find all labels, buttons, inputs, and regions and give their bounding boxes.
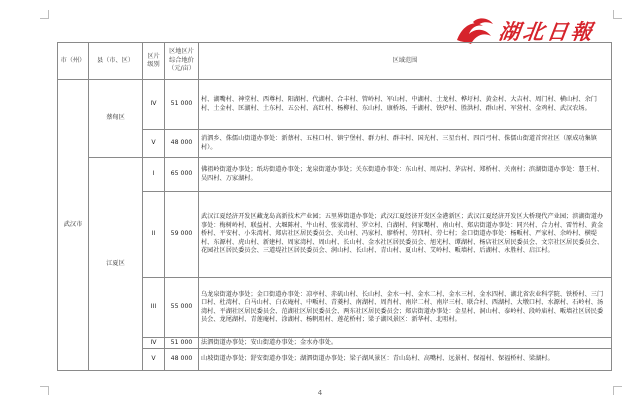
scope-cell: 法泗街道办事处；安山街道办事处；金水办事处。 <box>199 338 612 349</box>
level-cell: V <box>143 349 165 371</box>
table-row <box>58 158 612 192</box>
logo-text: 湖北日報 <box>497 19 597 44</box>
scope-cell: 乌龙泉街道办事处；金口街道办事处：凉亭村、赤矶山村、长山村、金水一村、金水二村、金水三村、金水四村、湖北省农业科学院、铁桥村、三门口村、杜湾村、白马山村、白衣庵村、中畈村、青菱村、南湖村、周肖村、南岸二村、南岸三村、联合村、西湖村、大墩口村、水源村、石岭村、汤湾村、平湖社区居民委员会、范湖社区居民委员会、两东社区居民委员会；郑店街道办事处：金星村、洞山村、泰岭村、段岭庙村、畈墙社区居民委员会、龙尾湖村、青莲庵村、涂湖村、杨帆咀村、莲花桥村；梁子湖风景区：新华村、北咀村。 <box>199 278 612 338</box>
header-level: 区片级别 <box>143 43 165 80</box>
district-cell: 江夏区 <box>89 158 143 371</box>
level-cell: V <box>143 130 165 158</box>
price-cell: 51 000 <box>165 338 199 349</box>
scope-cell: 山坡街道办事处；舒安街道办事处；湖泗街道办事处；梁子湖风景区：青山岛村、高嘴村、远景村、保福村、保福桥村、梁湖村。 <box>199 349 612 371</box>
header-price: 区地区片综合地价（元/亩） <box>165 43 199 80</box>
city-cell: 武汉市 <box>58 80 89 371</box>
land-price-table <box>57 42 612 371</box>
level-cell: I <box>143 158 165 192</box>
level-cell: III <box>143 278 165 338</box>
table-header-row <box>58 43 612 80</box>
page-number: 4 <box>317 389 323 397</box>
scope-cell: 佛祖岭街道办事处；纸坊街道办事处；龙泉街道办事处；关东街道办事处：东山村、周店村、茅店村、郑桥村、关南村；滨湖街道办事处：慧王村、吴四村、万家湖村。 <box>199 158 612 192</box>
price-cell: 59 000 <box>165 192 199 278</box>
header-county: 县（市、区） <box>89 43 143 80</box>
scope-cell: 消泗乡、侏儒山街道办事处：新蔡村、五桂口村、镇宁堡村、群力村、群丰村、国光村、三星台村、四百弓村、侏儒山街道首窖社区（原成功集镇村）。 <box>199 130 612 158</box>
level-cell: II <box>143 192 165 278</box>
price-cell: 48 000 <box>165 130 199 158</box>
level-cell: IV <box>143 80 165 130</box>
header-city: 市（州） <box>58 43 89 80</box>
price-cell: 51 000 <box>165 80 199 130</box>
price-cell: 55 000 <box>165 278 199 338</box>
crop-mark-top-left <box>40 10 49 19</box>
price-cell: 65 000 <box>165 158 199 192</box>
level-cell: IV <box>143 338 165 349</box>
header-scope: 区域范围 <box>199 43 612 80</box>
table-row <box>58 80 612 130</box>
scope-cell: 武汉江夏经济开发区藏龙岛高新技术产业园；五里界街道办事处；武汉江夏经济开发区金港新区；武汉江夏经济开发区大桥现代产业园；滨湖街道办事处：梅树岭村、联益村、大堰陈村、牛山村、张家湾村、罗立村、白湖村、何家嘴村、南山村、郑店街道办事处：同兴村、合力村、雷竹村、黄金桥村、平安村、小朱湾村、郑店社区居民委员会、关山村、冯家村、廖桥村、劳四村、劳七村；金口街道办事处：杨畈村、严家村、余岭村、横堤村、东源村、虎山村、新建村、周家湾村、周山村、长山村、金水社区居民委员会、旭光村、谭湖村、杨店社区居民委员会、文宗社区居民委员会、花园社区居民委员会、三道堤社区居民委员会、润山村、长山村、青山村、夏山村、艾岭村、畈墙村、后湖村、永胜村、启江村。 <box>199 192 612 278</box>
price-cell: 48 000 <box>165 349 199 371</box>
scope-cell: 村、湖嘴村、神堂村、西尊村、阳湖村、代湖村、合丰村、管岭村、军山村、中湖村、土龙村、桦圩村、黄金村、大吉村、周门村、横山村、余门村、土金村、匡湖村、土东村、五公村、高红村、杨柳村、东山村、康桥场、千湖村、铁炉村、胜洪村、群山村、军营村、金鸡村、武汉农场。 <box>199 80 612 130</box>
district-cell: 蔡甸区 <box>89 80 143 158</box>
